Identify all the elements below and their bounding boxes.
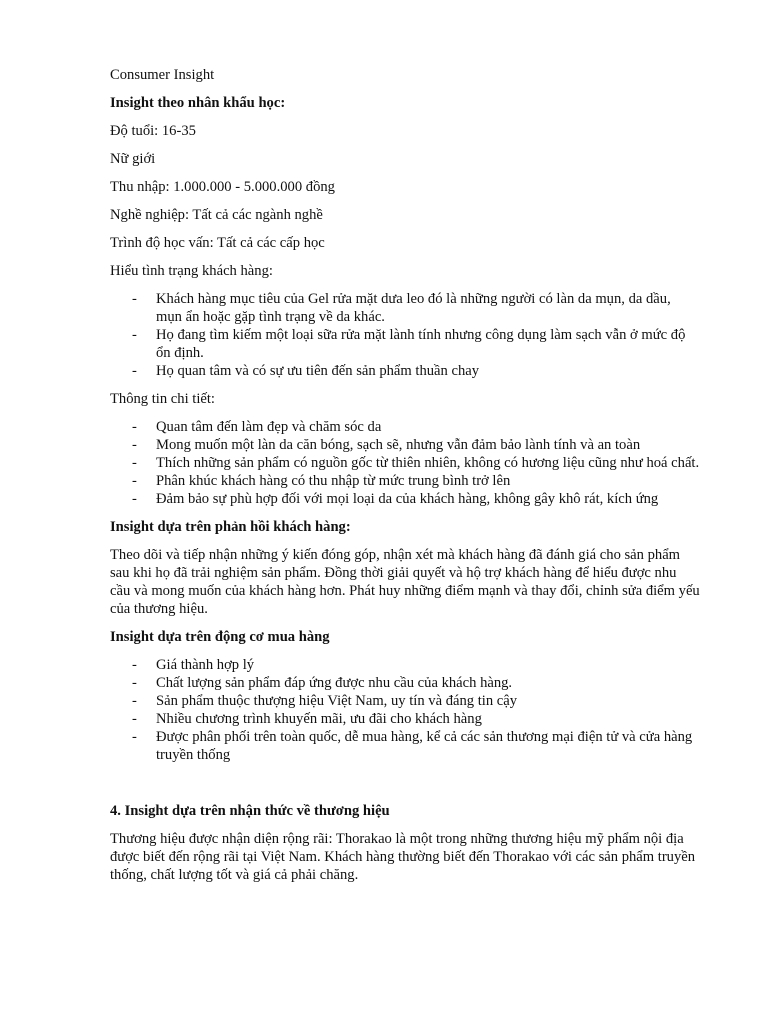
feedback-paragraph: Theo dõi và tiếp nhận những ý kiến đóng góp, nhận xét mà khách hàng đã đánh giá cho sản phẩm sau khi họ đã trải nghiệm sản phẩm. Đồng thời giải quyết và hộ trợ khách hàng để hiểu được nhu cầu và mong muốn của khách hàng hơn. Phát huy những điểm mạnh và thay đổi, chỉnh sửa điểm yếu của thương hiệu. — [110, 547, 700, 617]
brand-heading: 4. Insight dựa trên nhận thức về thương hiệu — [110, 803, 390, 819]
list-item-text: Đảm bảo sự phù hợp đối với mọi loại da của khách hàng, không gây khô rát, kích ứng — [156, 491, 659, 507]
dash-bullet: - — [132, 327, 137, 343]
detail-list — [110, 418, 700, 508]
list-item-text: Mong muốn một làn da căn bóng, sạch sẽ, nhưng vẫn đảm bảo lành tính và an toàn — [156, 437, 641, 453]
gender-line: Nữ giới — [110, 151, 156, 167]
list-item — [110, 472, 700, 490]
age-line: Độ tuổi: 16-35 — [110, 123, 196, 139]
dash-bullet: - — [132, 437, 137, 453]
income-line: Thu nhập: 1.000.000 - 5.000.000 đồng — [110, 179, 335, 195]
motive-list — [110, 656, 700, 764]
list-item-text: Giá thành hợp lý — [156, 657, 255, 673]
motive-heading: Insight dựa trên động cơ mua hàng — [110, 629, 330, 645]
list-item-text: Họ đang tìm kiếm một loại sữa rửa mặt lành tính nhưng công dụng làm sạch vẫn ở mức độ ổn định. — [156, 327, 686, 361]
list-item — [110, 490, 700, 508]
document-title: Consumer Insight — [110, 67, 215, 83]
dash-bullet: - — [132, 657, 137, 673]
list-item — [110, 692, 700, 710]
detail-label: Thông tin chi tiết: — [110, 391, 215, 407]
list-item-text: Được phân phối trên toàn quốc, dễ mua hàng, kể cả các sản thương mại điện tử và cửa hàng truyền thống — [156, 729, 693, 763]
list-item — [110, 436, 700, 454]
list-item — [110, 326, 700, 362]
dash-bullet: - — [132, 729, 137, 745]
dash-bullet: - — [132, 473, 137, 489]
list-item-text: Nhiều chương trình khuyến mãi, ưu đãi cho khách hàng — [156, 711, 482, 727]
list-item — [110, 728, 700, 764]
dash-bullet: - — [132, 491, 137, 507]
section-spacer — [110, 774, 700, 802]
list-item-text: Quan tâm đến làm đẹp và chăm sóc da — [156, 419, 382, 435]
dash-bullet: - — [132, 455, 137, 471]
list-item — [110, 710, 700, 728]
brand-paragraph: Thương hiệu được nhận diện rộng rãi: Thorakao là một trong những thương hiệu mỹ phẩm nội địa được biết đến rộng rãi tại Việt Nam. Khách hàng thường biết đến Thorakao với các sản phẩm truyền thống, chất lượng tốt và giá cả phải chăng. — [110, 831, 696, 883]
dash-bullet: - — [132, 419, 137, 435]
list-item — [110, 454, 700, 472]
list-item — [110, 290, 700, 326]
list-item-text: Chất lượng sản phẩm đáp ứng được nhu cầu của khách hàng. — [156, 675, 513, 691]
document-page — [110, 66, 700, 894]
customer-status-list — [110, 290, 700, 380]
occupation-line: Nghề nghiệp: Tất cả các ngành nghề — [110, 207, 323, 223]
dash-bullet: - — [132, 675, 137, 691]
list-item-text: Họ quan tâm và có sự ưu tiên đến sản phẩm thuần chay — [156, 363, 480, 379]
education-line: Trình độ học vấn: Tất cả các cấp học — [110, 235, 325, 251]
customer-status-label: Hiểu tình trạng khách hàng: — [110, 263, 273, 279]
list-item-text: Sản phẩm thuộc thượng hiệu Việt Nam, uy tín và đáng tin cậy — [156, 693, 518, 709]
feedback-heading: Insight dựa trên phản hồi khách hàng: — [110, 519, 351, 535]
demographic-heading: Insight theo nhân khẩu học: — [110, 95, 286, 111]
list-item — [110, 656, 700, 674]
list-item-text: Thích những sản phẩm có nguồn gốc từ thiên nhiên, không có hương liệu cũng như hoá chất. — [156, 455, 700, 471]
list-item-text: Phân khúc khách hàng có thu nhập từ mức trung bình trở lên — [156, 473, 511, 489]
dash-bullet: - — [132, 363, 137, 379]
dash-bullet: - — [132, 291, 137, 307]
dash-bullet: - — [132, 693, 137, 709]
list-item — [110, 674, 700, 692]
list-item-text: Khách hàng mục tiêu của Gel rửa mặt dưa leo đó là những người có làn da mụn, da dầu, mụn ẩn hoặc gặp tình trạng về da khác. — [156, 291, 671, 325]
list-item — [110, 418, 700, 436]
list-item — [110, 362, 700, 380]
dash-bullet: - — [132, 711, 137, 727]
